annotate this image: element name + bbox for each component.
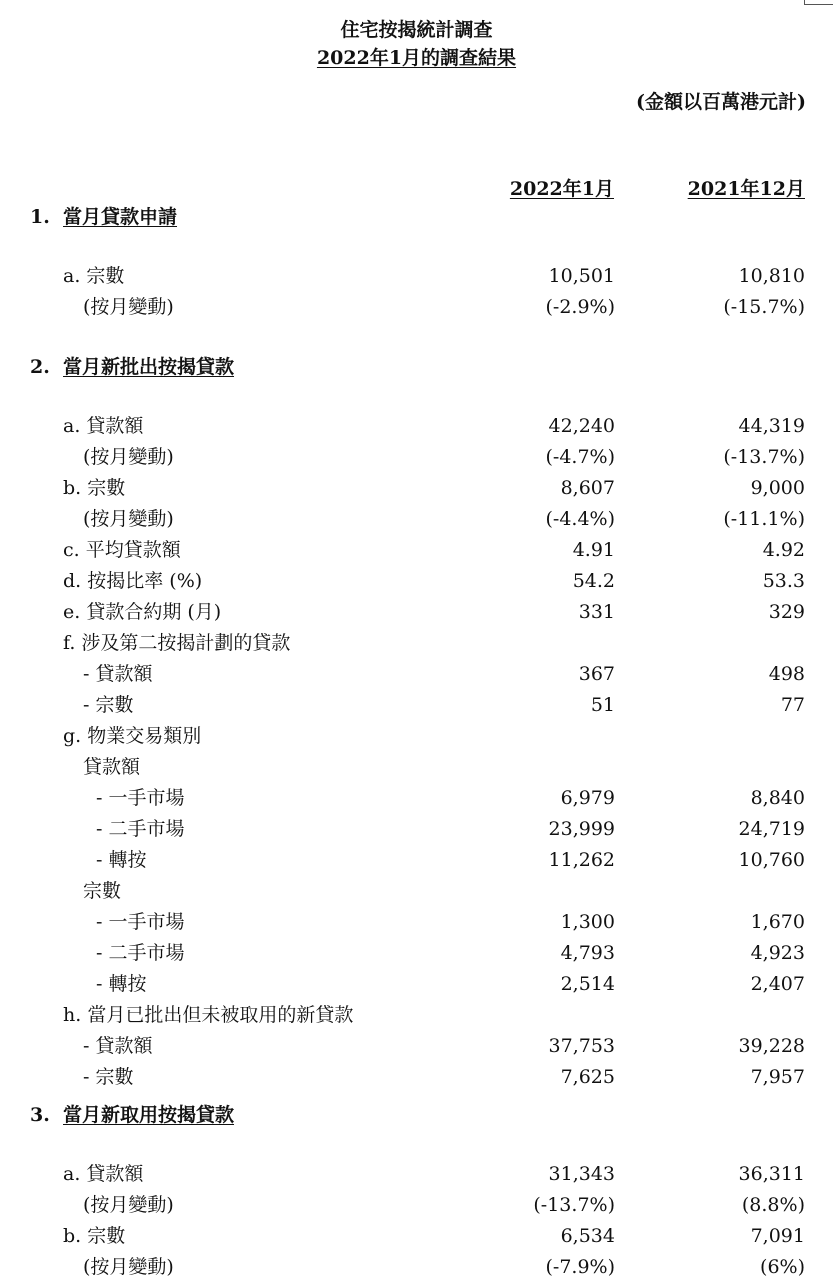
value-previous: 77 bbox=[780, 694, 805, 716]
value-previous: (-13.7%) bbox=[723, 446, 805, 468]
value-previous: 2,407 bbox=[750, 973, 805, 995]
value-previous: 7,091 bbox=[750, 1225, 805, 1247]
row-label: - 一手市場 bbox=[96, 787, 185, 809]
row-label: - 轉按 bbox=[96, 849, 147, 871]
value-current: 10,501 bbox=[548, 265, 615, 287]
row-label: h. 當月已批出但未被取用的新貸款 bbox=[63, 1004, 354, 1026]
row-label: (按月變動) bbox=[83, 296, 174, 318]
unit-note: (金額以百萬港元計) bbox=[636, 91, 806, 113]
row-label: g. 物業交易類別 bbox=[63, 725, 202, 747]
column-header-current: 2022年1月 bbox=[509, 178, 614, 200]
row-label: c. 平均貸款額 bbox=[63, 539, 181, 561]
row-label: e. 貸款合約期 (月) bbox=[63, 601, 222, 623]
value-previous: 1,670 bbox=[750, 911, 805, 933]
corner-mark bbox=[804, 0, 833, 5]
value-current: 367 bbox=[578, 663, 615, 685]
value-current: 37,753 bbox=[548, 1035, 615, 1057]
value-current: 31,343 bbox=[548, 1163, 615, 1185]
value-previous: (6%) bbox=[760, 1256, 805, 1278]
value-current: 42,240 bbox=[548, 415, 615, 437]
section-title: 當月貸款申請 bbox=[63, 206, 178, 228]
value-current: 8,607 bbox=[560, 477, 615, 499]
value-current: 1,300 bbox=[560, 911, 615, 933]
value-previous: 39,228 bbox=[738, 1035, 805, 1057]
value-previous: 24,719 bbox=[738, 818, 805, 840]
value-previous: 36,311 bbox=[738, 1163, 805, 1185]
value-previous: 7,957 bbox=[750, 1066, 805, 1088]
section-title: 當月新批出按揭貸款 bbox=[63, 356, 235, 378]
row-label: 貸款額 bbox=[83, 756, 141, 778]
value-previous: 329 bbox=[768, 601, 805, 623]
value-previous: (8.8%) bbox=[741, 1194, 805, 1216]
row-label: - 一手市場 bbox=[96, 911, 185, 933]
column-header-previous: 2021年12月 bbox=[687, 178, 805, 200]
value-current: 4.91 bbox=[572, 539, 615, 561]
page-subtitle: 2022年1月的調查結果 bbox=[316, 47, 517, 69]
row-label: (按月變動) bbox=[83, 446, 174, 468]
value-previous: 9,000 bbox=[750, 477, 805, 499]
row-label: 宗數 bbox=[83, 880, 122, 902]
value-current: (-4.4%) bbox=[545, 508, 615, 530]
value-current: 4,793 bbox=[560, 942, 615, 964]
row-label: - 貸款額 bbox=[83, 1035, 153, 1057]
value-previous: 4,923 bbox=[750, 942, 805, 964]
row-label: a. 貸款額 bbox=[63, 1163, 144, 1185]
row-label: - 轉按 bbox=[96, 973, 147, 995]
value-current: 6,979 bbox=[560, 787, 615, 809]
row-label: - 貸款額 bbox=[83, 663, 153, 685]
row-label: f. 涉及第二按揭計劃的貸款 bbox=[63, 632, 291, 654]
row-label: a. 宗數 bbox=[63, 265, 125, 287]
value-current: 11,262 bbox=[548, 849, 615, 871]
row-label: - 二手市場 bbox=[96, 942, 185, 964]
value-previous: 53.3 bbox=[762, 570, 805, 592]
value-current: (-4.7%) bbox=[545, 446, 615, 468]
value-current: (-7.9%) bbox=[545, 1256, 615, 1278]
value-current: (-13.7%) bbox=[533, 1194, 615, 1216]
value-previous: 4.92 bbox=[762, 539, 805, 561]
value-previous: 8,840 bbox=[750, 787, 805, 809]
value-current: 23,999 bbox=[548, 818, 615, 840]
value-previous: 10,810 bbox=[738, 265, 805, 287]
value-current: 6,534 bbox=[560, 1225, 615, 1247]
value-previous: 10,760 bbox=[738, 849, 805, 871]
row-label: a. 貸款額 bbox=[63, 415, 144, 437]
value-current: (-2.9%) bbox=[545, 296, 615, 318]
row-label: - 宗數 bbox=[83, 1066, 134, 1088]
value-current: 2,514 bbox=[560, 973, 615, 995]
value-current: 331 bbox=[578, 601, 615, 623]
row-label: - 宗數 bbox=[83, 694, 134, 716]
value-current: 51 bbox=[590, 694, 615, 716]
value-previous: 44,319 bbox=[738, 415, 805, 437]
row-label: (按月變動) bbox=[83, 1194, 174, 1216]
row-label: - 二手市場 bbox=[96, 818, 185, 840]
row-label: (按月變動) bbox=[83, 1256, 174, 1278]
value-current: 54.2 bbox=[572, 570, 615, 592]
value-current: 7,625 bbox=[560, 1066, 615, 1088]
section-number: 1. bbox=[30, 206, 50, 228]
section-number: 2. bbox=[30, 356, 50, 378]
section-number: 3. bbox=[30, 1104, 50, 1126]
value-previous: (-15.7%) bbox=[723, 296, 805, 318]
value-previous: (-11.1%) bbox=[723, 508, 805, 530]
row-label: b. 宗數 bbox=[63, 1225, 126, 1247]
value-previous: 498 bbox=[768, 663, 805, 685]
row-label: b. 宗數 bbox=[63, 477, 126, 499]
page-title: 住宅按揭統計調查 bbox=[340, 19, 493, 41]
section-title: 當月新取用按揭貸款 bbox=[63, 1104, 235, 1126]
row-label: d. 按揭比率 (%) bbox=[63, 570, 203, 592]
row-label: (按月變動) bbox=[83, 508, 174, 530]
